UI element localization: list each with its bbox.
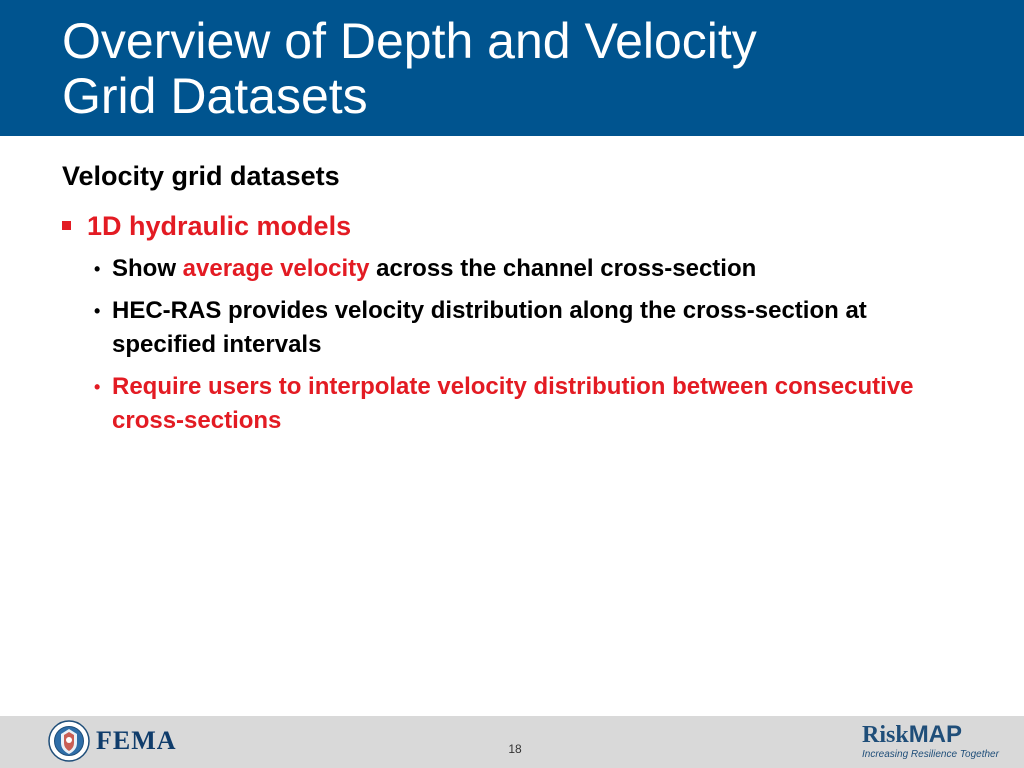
sub-bullet-list [94, 252, 914, 446]
fema-wordmark: FEMA [96, 726, 177, 755]
sub-bullet-item [94, 370, 914, 438]
dhs-seal-icon [48, 720, 90, 762]
title-bar [0, 0, 1024, 136]
riskmap-tagline: Increasing Resilience Together [862, 749, 999, 760]
riskmap-logo [862, 721, 999, 764]
sub-bullet-prefix: Show [112, 255, 183, 282]
slide-title: Overview of Depth and Velocity Grid Datasets [62, 13, 757, 124]
round-bullet-icon: • [94, 377, 101, 397]
riskmap-risk: Risk [862, 722, 909, 748]
sub-bullet-item [94, 252, 914, 286]
sub-bullet-text: HEC-RAS provides velocity distribution along the cross-section at specified intervals [112, 297, 867, 358]
bullet-level1 [62, 210, 962, 242]
round-bullet-icon: • [94, 301, 101, 321]
round-bullet-icon: • [94, 259, 101, 279]
footer-bar [0, 716, 1024, 768]
riskmap-wordmark [862, 722, 962, 748]
sub-bullet-text [112, 252, 914, 286]
riskmap-map: MAP [908, 721, 963, 748]
sub-bullet-suffix: across the channel cross-section [369, 255, 757, 282]
sub-bullet-highlight: average velocity [182, 255, 370, 282]
bullet-level1-text: 1D hydraulic models [87, 211, 352, 241]
section-subheading: Velocity grid datasets [62, 161, 340, 191]
square-bullet-icon [62, 221, 71, 230]
sub-bullet-text: Require users to interpolate velocity distribution between consecutive cross-sections [112, 373, 914, 434]
page-number: 18 [508, 742, 522, 756]
sub-bullet-item [94, 294, 914, 362]
